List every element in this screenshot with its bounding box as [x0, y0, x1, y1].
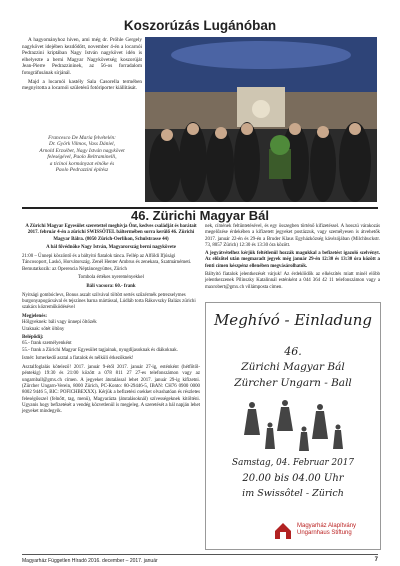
page-footer	[22, 554, 378, 565]
credit-line: a ticinoi kormányzat elnöke és	[49, 160, 115, 167]
dress-heading: Megjelenés:	[22, 313, 47, 319]
group-photo	[145, 37, 377, 202]
paragraph: A jegyátvételhez kérjük feltétlenül hozzák magukkal a befizetést igazoló szelvényt. Az előzőtel után megmaradt jegyek még január 29-én 12:30 és 13:30 óra között a fenti címen készpénz ellenében megvásárolhatók.	[205, 251, 380, 269]
invitation-line-de: Zürcher Ungarn - Ball	[234, 377, 352, 389]
logo-line-de: Ungarnhaus Stiftung	[297, 530, 352, 536]
invitation-number: 46.	[284, 345, 302, 358]
paragraph: Majd a locarnói kastély Sala Casorella termében megnyitotta a locarnói születésű fotóriporter kiállítását.	[22, 78, 142, 92]
credit-line: Paolo Pedrazzini építész	[55, 167, 109, 174]
dress-paragraph: Hölgyeknek: báli vagy ünnepi öltözék Uraknak: sötét öltöny	[22, 320, 97, 332]
credit-line: Dr. Györk Vilmos, Vass Dániel,	[49, 141, 115, 148]
page-number: 7	[374, 557, 378, 563]
mixer-paragraph: Ismét: Ismerkedő asztal a fiatalok és nélküli érkezőknek!	[22, 356, 134, 362]
paragraph: A hagyományhoz híven, ami még dr. Pröhle Gergely nagykövet idejében kezdődött, november 4-én a locarnói Pedrazzini kriptában Nagy István nagykövet idén is elhelyezte a berni Magyar Nagykövetség koszorúját Jean-Pierre Pedrazzininek, az 56-os forradalom fotográfusának sírjánál.	[22, 37, 142, 76]
program-paragraph: 21:00 – Ünnepi köszöntő és a báltyitó fiatalok tánca. Fellép az Alföldi Ifjúsági Táncosoport, Laskó, Horvátország. Zenél Henter Ambrus és zenekara, Szatmárnémeti. Bemutatkozik: az Operencia Néptáncegyüttes, Zürich	[22, 253, 192, 272]
invitation-date: Samstag, 04. Februar 2017	[232, 458, 354, 468]
credit-line: Arnold Erzsébet, Nagy István nagykövet	[39, 147, 125, 154]
fee-paragraph: 65.- frank személyenként 55.- frank a Zürichi Magyar Egyesület tagjainak, nyugdíjasoknak és diákoknak.	[22, 341, 178, 353]
lead-paragraph: A Zürichi Magyar Egyesület szeretettel meghívja Önt, kedves családját és barátait 2017. február 4-én a zürichi SWISSÖTEL báltermében sorra kerülő 46. Zürichi Magyar Bálra. (8050 Zürich-Oerlikon, Schulstrasse 44)	[25, 224, 197, 242]
credit-line: Francesco De Maria felvételén:	[48, 135, 116, 141]
dinner-paragraph: Nyitsági gombóclevs, Bonus aszalt szilvával töltött sertés szűzérmék petrezselymes burgonyapogácsával és tejszínes barna mártással, Lúdláb torta Rákovszky Balázs zürichi szakács közreműködésével	[22, 292, 196, 311]
dinner-heading: Báli vacsora: 60.- frank	[86, 283, 136, 289]
article-title-wreath: Koszorúzás Lugánóban	[123, 18, 277, 33]
photo-illustration	[145, 37, 377, 202]
invitation-title: Meghívó - Einladung	[213, 311, 373, 329]
invitation-card	[205, 302, 381, 550]
article-title-ball: 46. Zürichi Magyar Bál	[131, 208, 269, 223]
patron-paragraph: A bál fővédnöke Nagy István, Magyarország berni nagykövete	[46, 245, 176, 251]
tombola-line: Tombola értékes nyereményekkel	[78, 275, 144, 281]
invitation-place: im Swissôtel - Zürich	[242, 488, 344, 499]
article-text-wreath	[22, 37, 142, 94]
ball-article-right-column	[205, 224, 380, 293]
fee-heading: Belépődíj:	[22, 335, 44, 341]
ball-article-left-column	[22, 224, 200, 418]
photo-credits	[22, 135, 142, 173]
paragraph: Báltyitó fiatalok jelentkezését várjuk! Az érdeklődők az elkészítés miatt minél előbb jelentkezzenek Pilinszky Katalinnál esténként a 044 364 42 11 telefonszámon vagy a maxrobert@gmx.ch villámposta címen.	[205, 272, 380, 290]
logo-line-hu: Magyarház Alapítvány	[297, 523, 357, 529]
foundation-logo	[273, 519, 377, 547]
logo-text	[297, 523, 356, 537]
paragraph: nek, címének feltüntetésével, és egy összegben történő kifizetéssel. A hosszú várakozás megelőzése érdekében a kifizetett jegyeket postázzuk, vagy személyesen is átvehetők 2017. január 22-én és 29-én a Bruder Klaus Egyházközség kávézójában (Milchbuckstr. 73, 8057 Zürich) 12:30 és 13:30 óra között.	[205, 224, 380, 248]
dancing-couples-icon	[230, 395, 356, 453]
credit-line: feleségével, Paolo Beltraminelli,	[47, 154, 117, 161]
invitation-line-hu: Zürichi Magyar Bál	[241, 361, 345, 373]
reservation-paragraph: Asztalfoglalás kötelező! 2017. január 9-étől 2017. január 27-ig, esténként (hétfőtől-péntekig) 19:30 és 21:00 között a 078 811 27 27-es telefonszámon vagy az ungarnball@gmx.ch címen. A jegyeket átutalással lehet 2017. január 29-ig kifizetni. (Zürcher Ungarn-Verein, 8000 Zürich, PC-Konto: 80-29446-5, IBAN: CH76 0900 0000 8002 9446 5, BIC: POFICHBEXXX). Kérjük a befizetési csekket olvashatóan és részletes feleségősszel (felnőtt, tag, menü), Magyarázta (átutalásoknál) szívességeknek kitölténi. Ugyanis hogy befizetését a vendég közvetlenül is megjeleg. A szeretését a bál napján lehet jegyeket mindegyik.	[22, 365, 200, 415]
footer-publication: Magyarház Független Híradó 2016. december – 2017. január	[22, 558, 158, 564]
house-icon	[273, 521, 293, 541]
invitation-time: 20.00 bis 04.00 Uhr	[242, 473, 344, 484]
